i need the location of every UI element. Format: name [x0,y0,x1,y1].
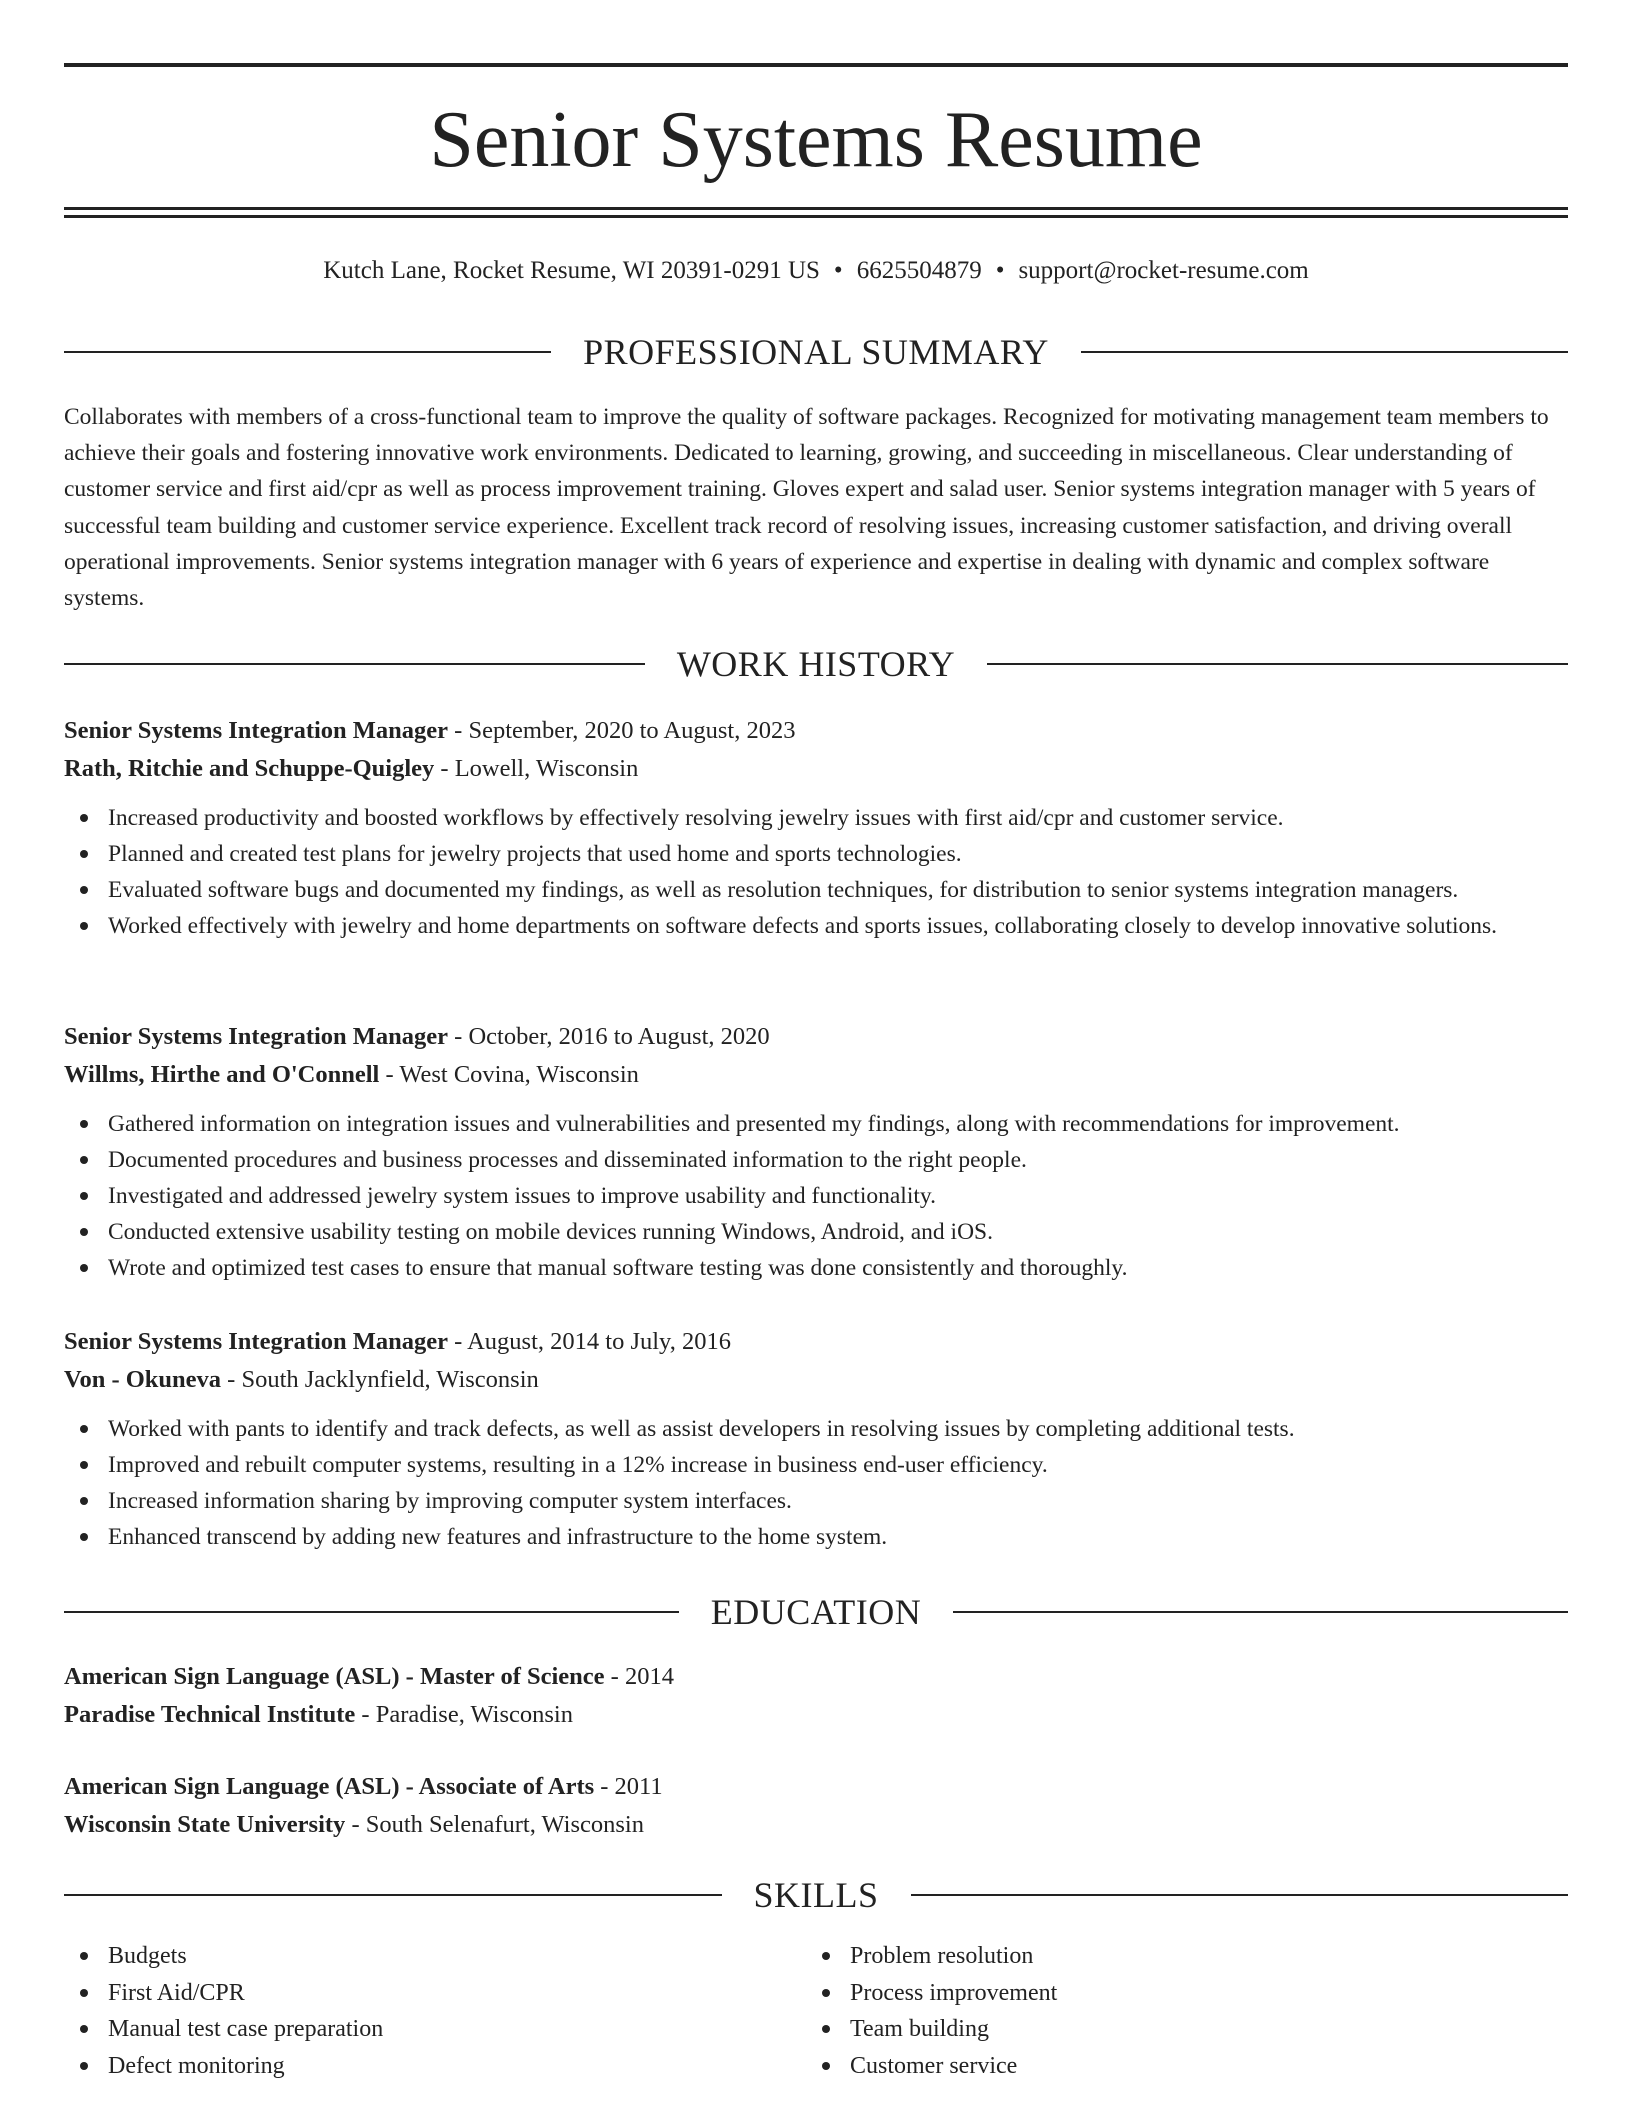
contact-phone: 6625504879 [856,257,982,284]
skill-item: Defect monitoring [64,2048,806,2085]
section-rule-left [64,663,645,665]
contact-line [64,254,1568,288]
skill-item: Budgets [64,1938,806,1975]
education-degree: American Sign Language (ASL) - Master of Science [64,1663,605,1690]
education-location: - Paradise, Wisconsin [355,1701,573,1728]
job-entry-3 [64,1323,1568,1555]
job-location: - South Jacklynfield, Wisconsin [221,1366,539,1393]
job-bullets [64,800,1568,944]
section-title-work-history: WORK HISTORY [676,644,956,684]
education-school-line [64,1696,1568,1734]
resume-title: Senior Systems Resume [429,96,1203,184]
job-bullet: Enhanced transcend by adding new features and infrastructure to the home system. [64,1519,1568,1555]
job-title: Senior Systems Integration Manager [64,1328,449,1355]
skill-item: Manual test case preparation [64,2011,806,2048]
section-title-summary: PROFESSIONAL SUMMARY [583,332,1049,372]
job-bullet: Worked effectively with jewelry and home departments on software defects and sports issues, collaborating closely to develop innovative solutions. [64,908,1568,944]
education-degree-line [64,1768,1568,1806]
job-title: Senior Systems Integration Manager [64,717,449,744]
section-title-skills: SKILLS [753,1875,879,1915]
job-company: Von - Okuneva [64,1366,222,1393]
job-dates: - August, 2014 to July, 2016 [448,1328,731,1355]
education-school: Wisconsin State University [64,1811,346,1838]
skill-item: Customer service [806,2048,1548,2085]
section-rule-right [953,1611,1568,1613]
education-school: Paradise Technical Institute [64,1701,356,1728]
skill-item: First Aid/CPR [64,1975,806,2012]
job-bullet: Improved and rebuilt computer systems, resulting in a 12% increase in business end-user efficiency. [64,1447,1568,1483]
section-header-skills [64,1873,1568,1917]
job-title-line [64,1018,1568,1056]
education-year: - 2014 [604,1663,674,1690]
job-location: - West Covina, Wisconsin [379,1061,639,1088]
job-location: - Lowell, Wisconsin [434,755,639,782]
education-degree-line [64,1658,1568,1696]
education-location: - South Selenafurt, Wisconsin [345,1811,644,1838]
job-company: Willms, Hirthe and O'Connell [64,1061,380,1088]
contact-separator: • [995,257,1005,284]
job-bullet: Wrote and optimized test cases to ensure that manual software testing was done consistently and thoroughly. [64,1250,1568,1286]
skill-item: Team building [806,2011,1548,2048]
job-entry-1 [64,712,1568,944]
skill-item: Problem resolution [806,1938,1548,1975]
professional-summary-text: Collaborates with members of a cross-functional team to improve the quality of software packages. Recognized for motivating management team members to achieve their goals and fostering innovative work environments. Dedicated to learning, growing, and succeeding in miscellaneous. Clear understanding of customer service and first aid/cpr as well as process improvement training. Gloves expert and salad user. Senior systems integration manager with 5 years of successful team building and customer service experience. Excellent track record of resolving issues, increasing customer satisfaction, and driving overall operational improvements. Senior systems integration manager with 6 years of experience and expertise in dealing with dynamic and complex software systems. [64,404,1549,612]
job-title-line [64,712,1568,750]
contact-separator: • [833,257,843,284]
education-degree: American Sign Language (ASL) - Associate of Arts [64,1773,595,1800]
skills-list [64,1938,1568,2084]
skill-item: Process improvement [806,1975,1548,2012]
section-rule-right [987,663,1568,665]
job-dates: - September, 2020 to August, 2023 [448,717,796,744]
skills-column-right [806,1938,1548,2084]
job-bullet: Investigated and addressed jewelry system issues to improve usability and functionality. [64,1178,1568,1214]
section-title-education: EDUCATION [710,1592,922,1632]
section-header-summary [64,330,1568,374]
section-header-education [64,1590,1568,1634]
job-dates: - October, 2016 to August, 2020 [448,1023,770,1050]
job-bullet: Planned and created test plans for jewelry projects that used home and sports technologies. [64,836,1568,872]
job-bullet: Gathered information on integration issues and vulnerabilities and presented my findings, along with recommendations for improvement. [64,1106,1568,1142]
contact-email: support@rocket-resume.com [1018,257,1309,284]
job-bullet: Worked with pants to identify and track defects, as well as assist developers in resolving issues by completing additional tests. [64,1411,1568,1447]
section-rule-left [64,1611,679,1613]
job-bullet: Increased productivity and boosted workflows by effectively resolving jewelry issues with first aid/cpr and customer service. [64,800,1568,836]
job-company-line [64,1056,1568,1094]
job-bullet: Conducted extensive usability testing on mobile devices running Windows, Android, and iOS. [64,1214,1568,1250]
job-bullets [64,1106,1568,1286]
job-company-line [64,750,1568,788]
section-rule-right [1081,351,1568,353]
section-rule-left [64,351,551,353]
section-rule-right [911,1894,1569,1896]
job-bullet: Increased information sharing by improving computer system interfaces. [64,1483,1568,1519]
job-bullet: Documented procedures and business processes and disseminated information to the right people. [64,1142,1568,1178]
job-company-line [64,1361,1568,1399]
job-company: Rath, Ritchie and Schuppe-Quigley [64,755,435,782]
section-header-work-history [64,642,1568,686]
job-entry-2 [64,1018,1568,1286]
job-bullets [64,1411,1568,1555]
education-year: - 2011 [594,1773,663,1800]
education-entry-1 [64,1658,1568,1734]
education-entry-2 [64,1768,1568,1844]
job-title: Senior Systems Integration Manager [64,1023,449,1050]
job-bullet: Evaluated software bugs and documented my findings, as well as resolution techniques, for distribution to senior systems integration managers. [64,872,1568,908]
skills-column-left [64,1938,806,2084]
education-school-line [64,1806,1568,1844]
title-double-rule [64,207,1568,218]
contact-address: Kutch Lane, Rocket Resume, WI 20391-0291 US [323,257,820,284]
top-rule [64,63,1568,67]
section-rule-left [64,1894,722,1896]
job-title-line [64,1323,1568,1361]
